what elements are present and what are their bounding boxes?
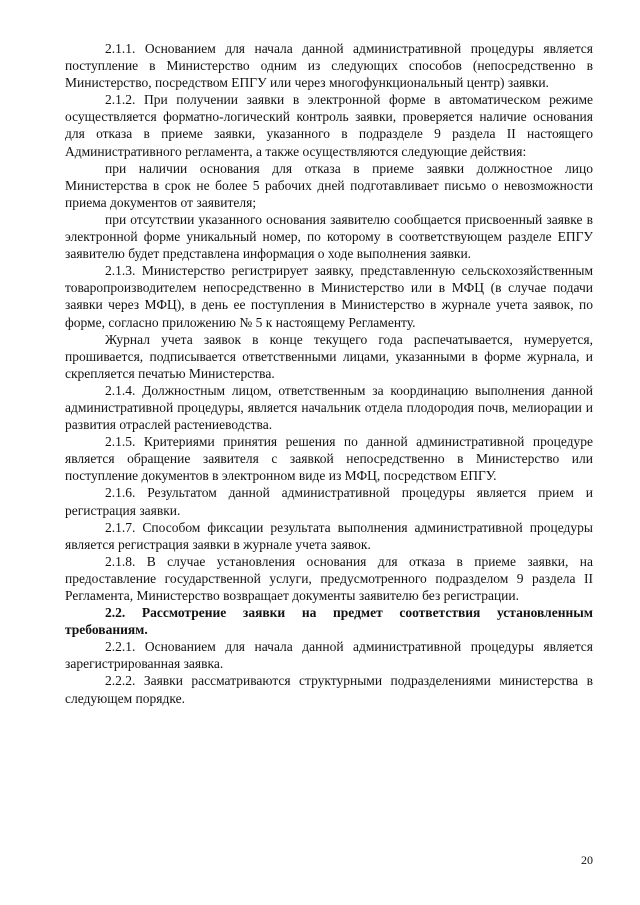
paragraph-2-1-6: 2.1.6. Результатом данной административной процедуры является прием и регистрация заявки. [65,485,593,518]
paragraph-2-1-5: 2.1.5. Критериями принятия решения по данной административной процедуре является обращение заявителя с заявкой непосредственно в Министерство или поступление документов в электронном виде из МФЦ, посредством ЕПГУ. [65,434,593,484]
document-body [65,40,593,707]
paragraph-2-1-3: 2.1.3. Министерство регистрирует заявку, представленную сельскохозяйственным товаропроизводителем непосредственно в Министерство или в МФЦ (в случае подачи заявки через МФЦ), в день ее поступления в Министерство в журнале учета заявок, по форме, согласно приложению № 5 к настоящему Регламенту. [65,263,593,330]
paragraph-2-1-7: 2.1.7. Способом фиксации результата выполнения административной процедуры является регистрация заявки в журнале учета заявок. [65,519,593,552]
paragraph-journal: Журнал учета заявок в конце текущего года распечатывается, нумеруется, прошивается, подписывается ответственными лицами, указанными в форме журнала, и скрепляется печатью Министерства. [65,331,593,381]
paragraph-2-1-4: 2.1.4. Должностным лицом, ответственным за координацию выполнения данной административной процедуры, является начальник отдела плодородия почв, мелиорации и развития отраслей растениеводства. [65,382,593,433]
paragraph-no-refusal-grounds: при отсутствии указанного основания заявителю сообщается присвоенный заявке в электронной форме уникальный номер, по которому в соответствующем разделе ЕПГУ заявителю будет представлена информация о ходе выполнения заявки. [65,211,593,262]
page-number: 20 [581,853,593,867]
paragraph-2-1-2: 2.1.2. При получении заявки в электронной форме в автоматическом режиме осуществляется форматно-логический контроль заявки, проверяется наличие основания для отказа в приеме заявки, указанного в подразделе 9 раздела II настоящего Административного регламента, а также осуществляются следующие действия: [65,92,593,159]
section-heading-2-2: 2.2. Рассмотрение заявки на предмет соответствия установленным требованиям. [65,605,593,638]
paragraph-2-2-1: 2.2.1. Основанием для начала данной административной процедуры является зарегистрированная заявка. [65,639,593,672]
paragraph-2-2-2: 2.2.2. Заявки рассматриваются структурными подразделениями министерства в следующем порядке. [65,673,593,706]
paragraph-refusal-grounds: при наличии основания для отказа в приеме заявки должностное лицо Министерства в срок не более 5 рабочих дней подготавливает письмо о невозможности приема документов от заявителя; [65,160,593,210]
paragraph-2-1-8: 2.1.8. В случае установления основания для отказа в приеме заявки, на предоставление государственной услуги, предусмотренного подразделом 9 раздела II Регламента, Министерство возвращает документы заявителю без регистрации. [65,553,593,603]
paragraph-2-1-1: 2.1.1. Основанием для начала данной административной процедуры является поступление в Министерство одним из следующих способов (непосредственно в Министерство, посредством ЕПГУ или через многофункциональный центр) заявки. [65,41,593,91]
